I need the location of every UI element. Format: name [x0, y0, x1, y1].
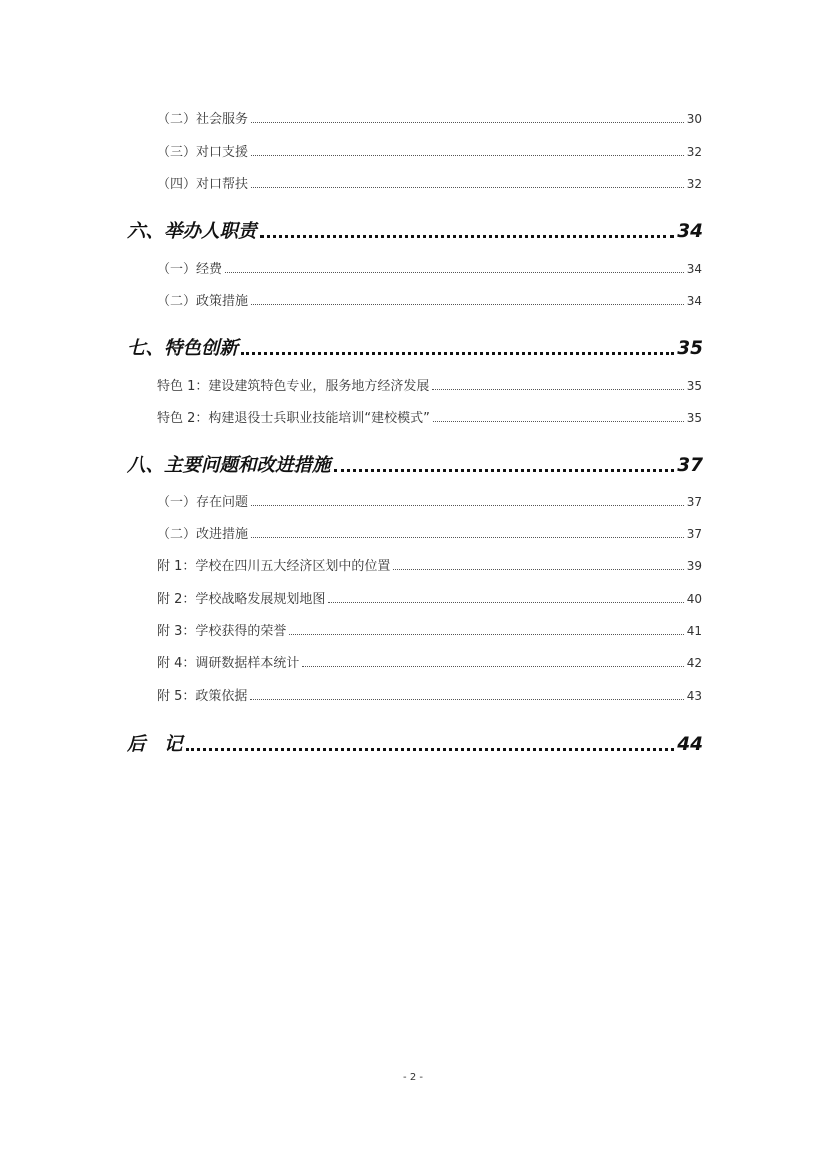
- toc-entry-appendix-2[interactable]: [157, 588, 702, 607]
- toc-entry-label: 附 2：学校战略发展规划地图: [157, 592, 326, 607]
- toc-entry-page: 34: [686, 262, 702, 276]
- toc-entry-label: 附 4：调研数据样本统计: [157, 656, 300, 671]
- dot-leader: [251, 534, 684, 538]
- dot-leader: [432, 386, 683, 390]
- toc-entry-page: 41: [686, 624, 702, 638]
- toc-entry-existing-problems[interactable]: [157, 491, 702, 510]
- toc-entry-policy-measures[interactable]: [157, 290, 702, 309]
- dot-leader: [225, 269, 684, 273]
- toc-entry-label: （二）改进措施: [157, 527, 249, 542]
- toc-entry-page: 37: [686, 495, 702, 509]
- dot-leader: [251, 184, 684, 188]
- toc-entry-label: （二）社会服务: [157, 112, 249, 127]
- toc-chapter-page: 44: [677, 734, 703, 755]
- toc-entry-appendix-3[interactable]: [157, 620, 702, 639]
- page-number-footer: - 2 -: [403, 1072, 423, 1083]
- toc-entry-page: 40: [686, 592, 702, 606]
- toc-entry-page: 34: [686, 294, 702, 308]
- toc-entry-feature-1[interactable]: [157, 375, 702, 394]
- dot-leader: [251, 502, 684, 506]
- dot-leader: [393, 566, 683, 570]
- dot-leader: [250, 696, 683, 700]
- dot-leader: [302, 663, 683, 667]
- toc-entry-label: （一）经费: [157, 262, 223, 277]
- dot-leader: [334, 465, 675, 472]
- toc-chapter-label: 八、主要问题和改进措施: [127, 455, 331, 476]
- toc-entry-feature-2[interactable]: [157, 407, 702, 426]
- toc-chapter-page: 34: [677, 221, 703, 242]
- toc-entry-label: 特色 1：建设建筑特色专业，服务地方经济发展: [157, 379, 430, 394]
- toc-entry-social-service[interactable]: [157, 108, 702, 127]
- toc-entry-funding[interactable]: [157, 258, 702, 277]
- dot-leader: [186, 744, 675, 751]
- toc-chapter-label: 七、特色创新: [127, 338, 239, 359]
- dot-leader: [251, 119, 684, 123]
- toc-chapter-label: 后 记: [127, 734, 183, 755]
- toc-entry-label: （二）政策措施: [157, 294, 249, 309]
- toc-entry-appendix-5[interactable]: [157, 685, 702, 704]
- dot-leader: [251, 152, 684, 156]
- toc-chapter-label: 六、举办人职责: [127, 221, 257, 242]
- toc-chapter-problems-improvements[interactable]: [127, 451, 703, 477]
- toc-entry-label: 附 5：政策依据: [157, 689, 248, 704]
- toc-entry-improvement-measures[interactable]: [157, 523, 702, 542]
- toc-entry-label: 附 1：学校在四川五大经济区划中的位置: [157, 559, 391, 574]
- toc-chapter-postscript[interactable]: [127, 730, 703, 756]
- toc-entry-counterpart-assistance[interactable]: [157, 173, 702, 192]
- toc-entry-page: 32: [686, 145, 702, 159]
- toc-entry-counterpart-support[interactable]: [157, 141, 702, 160]
- dot-leader: [241, 348, 674, 355]
- toc-entry-label: （一）存在问题: [157, 495, 249, 510]
- dot-leader: [433, 418, 684, 422]
- toc-entry-page: 39: [686, 559, 702, 573]
- toc-entry-page: 35: [686, 379, 702, 393]
- toc-entry-page: 42: [686, 656, 702, 670]
- dot-leader: [251, 301, 684, 305]
- toc-entry-page: 37: [686, 527, 702, 541]
- toc-entry-page: 32: [686, 177, 702, 191]
- toc-entry-label: 特色 2：构建退役士兵职业技能培训“建校模式”: [157, 411, 430, 426]
- toc-entry-label: （四）对口帮扶: [157, 177, 249, 192]
- dot-leader: [289, 631, 683, 635]
- toc-entry-page: 43: [686, 689, 702, 703]
- toc-entry-appendix-4[interactable]: [157, 652, 702, 671]
- toc-entry-label: 附 3：学校获得的荣誉: [157, 624, 287, 639]
- toc-chapter-page: 35: [677, 338, 703, 359]
- toc-entry-page: 30: [686, 112, 702, 126]
- toc-chapter-sponsor-duties[interactable]: [127, 217, 703, 243]
- dot-leader: [260, 231, 675, 238]
- toc-entry-appendix-1[interactable]: [157, 555, 702, 574]
- toc-chapter-page: 37: [677, 455, 703, 476]
- dot-leader: [328, 599, 683, 603]
- toc-entry-label: （三）对口支援: [157, 145, 249, 160]
- toc-entry-page: 35: [686, 411, 702, 425]
- toc-chapter-featured-innovation[interactable]: [127, 334, 703, 360]
